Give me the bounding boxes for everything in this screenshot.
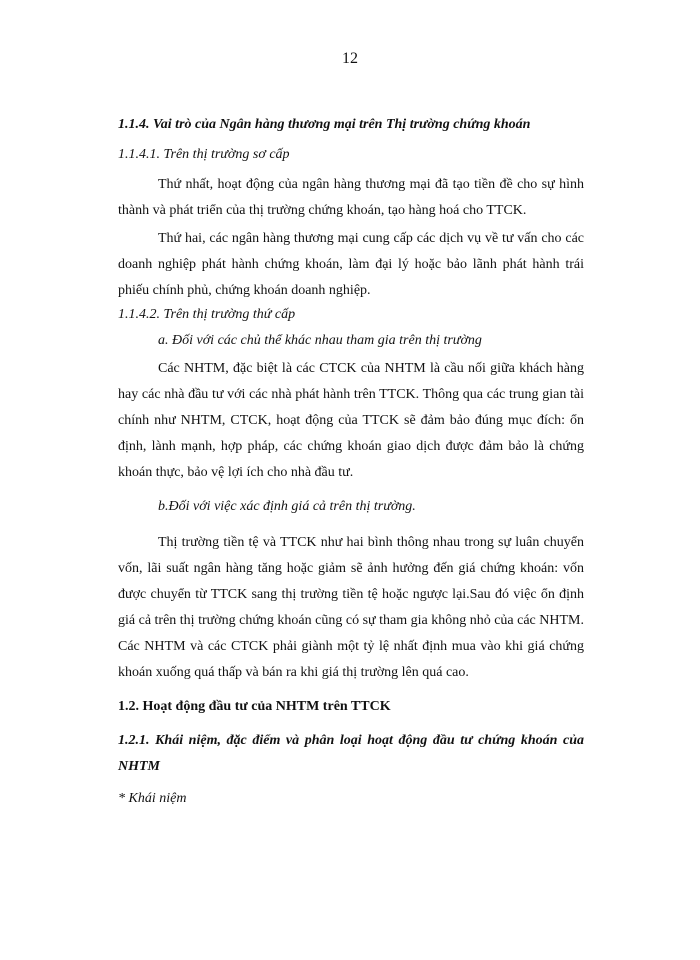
heading-1-1-4: 1.1.4. Vai trò của Ngân hàng thương mại trên Thị trường chứng khoán (118, 117, 531, 132)
heading-concept: * Khái niệm (118, 791, 187, 806)
paragraph-primary-market-2: Thứ hai, các ngân hàng thương mại cung cấp các dịch vụ về tư vấn cho các doanh nghiệp phát hành chứng khoán, làm đại lý hoặc bảo lãnh phát hành trái phiếu chính phủ, chứng khoán doanh nghiệp. (118, 231, 584, 298)
heading-1-2: 1.2. Hoạt động đầu tư của NHTM trên TTCK (118, 699, 391, 714)
document-body (118, 114, 584, 810)
paragraph-pricing: Thị trường tiền tệ và TTCK như hai bình thông nhau trong sự luân chuyển vốn, lãi suất ngân hàng tăng hoặc giảm sẽ ảnh hưởng đến giá chứng khoán: vốn được chuyển từ TTCK sang thị trường tiền tệ hoặc ngược lại.Sau đó việc ổn định giá cả trên thị trường chứng khoán cũng có sự tham gia không nhỏ của các NHTM. Các NHTM và các CTCK phải giành một tỷ lệ nhất định mua vào khi giá chứng khoán xuống quá thấp và bán ra khi giá thị trường lên quá cao. (118, 535, 584, 680)
paragraph-primary-market-1: Thứ nhất, hoạt động của ngân hàng thương mại đã tạo tiền đề cho sự hình thành và phát triển của thị trường chứng khoán, tạo hàng hoá cho TTCK. (118, 177, 584, 218)
heading-1-2-1: 1.2.1. Khái niệm, đặc điểm và phân loại hoạt động đầu tư chứng khoán của NHTM (118, 733, 584, 774)
heading-subjects: a. Đối với các chủ thể khác nhau tham gia trên thị trường (158, 333, 482, 348)
page-number: 12 (342, 50, 358, 67)
heading-1-1-4-2: 1.1.4.2. Trên thị trường thứ cấp (118, 307, 296, 322)
heading-1-1-4-1: 1.1.4.1. Trên thị trường sơ cấp (118, 147, 290, 162)
paragraph-subjects: Các NHTM, đặc biệt là các CTCK của NHTM là cầu nối giữa khách hàng hay các nhà đầu tư với các nhà phát hành trên TTCK. Thông qua các trung gian tài chính như NHTM, CTCK, hoạt động của TTCK sẽ đảm bảo đúng mục đích: ổn định, lành mạnh, hợp pháp, các chứng khoán giao dịch được đảm bảo là chứng khoán thực, bảo vệ lợi ích cho nhà đầu tư. (118, 361, 584, 480)
heading-pricing: b.Đối với việc xác định giá cả trên thị trường. (158, 499, 416, 514)
